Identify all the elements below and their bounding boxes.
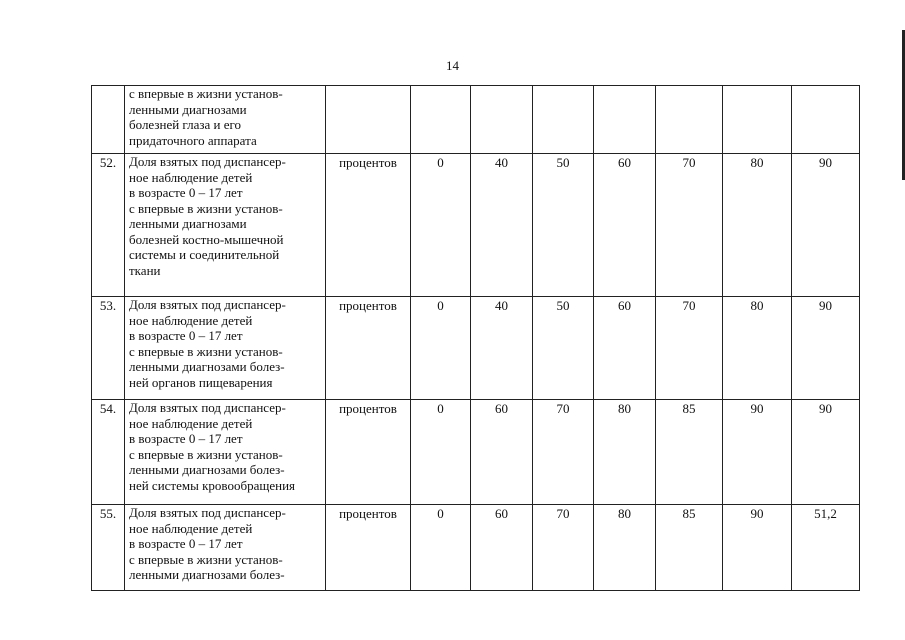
description-line: с впервые в жизни установ-	[129, 551, 283, 567]
description-line: в возрасте 0 – 17 лет	[129, 536, 243, 551]
description-line: с впервые в жизни установ-	[129, 343, 283, 359]
row-number: 53.	[92, 297, 125, 400]
description-line: болезней костно-мышечной	[129, 231, 284, 247]
value-cell-3: 70	[533, 505, 594, 591]
value-cell-5: 70	[656, 154, 723, 297]
description-line: с впервые в жизни установ-	[129, 86, 283, 101]
value-cell-6	[723, 86, 792, 154]
value-cell-4: 80	[594, 400, 656, 505]
row-number: 52.	[92, 154, 125, 297]
table-row	[92, 400, 860, 505]
value-cell-7: 90	[792, 154, 860, 297]
description-line: в возрасте 0 – 17 лет	[129, 328, 243, 343]
description-line: с впервые в жизни установ-	[129, 446, 283, 462]
table-body	[92, 86, 860, 591]
value-cell-2: 60	[471, 400, 533, 505]
value-cell-1: 0	[411, 400, 471, 505]
value-cell-4	[594, 86, 656, 154]
value-cell-1: 0	[411, 505, 471, 591]
table-row	[92, 297, 860, 400]
indicator-description	[125, 505, 326, 591]
table-row	[92, 86, 860, 154]
description-line: ней органов пищеварения	[129, 374, 273, 390]
description-line: ное наблюдение детей	[129, 312, 253, 328]
unit-cell: процентов	[326, 400, 411, 505]
unit-cell	[326, 86, 411, 154]
value-cell-1	[411, 86, 471, 154]
value-cell-7: 90	[792, 400, 860, 505]
indicators-table	[91, 85, 860, 591]
value-cell-4: 60	[594, 154, 656, 297]
value-cell-3: 70	[533, 400, 594, 505]
value-cell-3	[533, 86, 594, 154]
row-number	[92, 86, 125, 154]
value-cell-2: 40	[471, 297, 533, 400]
description-line: придаточного аппарата	[129, 132, 257, 148]
unit-cell: процентов	[326, 154, 411, 297]
value-cell-5: 85	[656, 505, 723, 591]
value-cell-2: 40	[471, 154, 533, 297]
value-cell-6: 90	[723, 400, 792, 505]
indicator-description	[125, 400, 326, 505]
description-line: системы и соединительной	[129, 247, 280, 262]
value-cell-6: 80	[723, 297, 792, 400]
description-line: в возрасте 0 – 17 лет	[129, 431, 243, 446]
value-cell-5	[656, 86, 723, 154]
description-line: Доля взятых под диспансер-	[129, 297, 286, 312]
table-row	[92, 505, 860, 591]
description-line: ткани	[129, 262, 161, 278]
description-line: с впервые в жизни установ-	[129, 200, 283, 216]
description-line: в возрасте 0 – 17 лет	[129, 185, 243, 200]
value-cell-6: 80	[723, 154, 792, 297]
description-line: ленными диагнозами болез-	[129, 359, 285, 374]
value-cell-2: 60	[471, 505, 533, 591]
description-line: болезней глаза и его	[129, 117, 241, 132]
description-line: Доля взятых под диспансер-	[129, 505, 286, 520]
value-cell-7: 90	[792, 297, 860, 400]
value-cell-7	[792, 86, 860, 154]
value-cell-3: 50	[533, 154, 594, 297]
value-cell-5: 85	[656, 400, 723, 505]
value-cell-1: 0	[411, 154, 471, 297]
value-cell-4: 60	[594, 297, 656, 400]
value-cell-5: 70	[656, 297, 723, 400]
unit-cell: процентов	[326, 297, 411, 400]
indicator-description	[125, 86, 326, 154]
table-row	[92, 154, 860, 297]
value-cell-3: 50	[533, 297, 594, 400]
indicator-description	[125, 297, 326, 400]
description-line: ное наблюдение детей	[129, 415, 253, 431]
description-line: ней системы кровообращения	[129, 477, 296, 493]
description-line: Доля взятых под диспансер-	[129, 400, 286, 415]
unit-cell: процентов	[326, 505, 411, 591]
value-cell-2	[471, 86, 533, 154]
value-cell-4: 80	[594, 505, 656, 591]
description-line: ленными диагнозами болез-	[129, 567, 285, 582]
row-number: 55.	[92, 505, 125, 591]
value-cell-7: 51,2	[792, 505, 860, 591]
description-line: ленными диагнозами	[129, 101, 247, 117]
row-number: 54.	[92, 400, 125, 505]
description-line: ное наблюдение детей	[129, 520, 253, 536]
description-line: ленными диагнозами	[129, 216, 247, 231]
page-number: 14	[446, 58, 459, 73]
value-cell-6: 90	[723, 505, 792, 591]
description-line: ное наблюдение детей	[129, 169, 253, 185]
value-cell-1: 0	[411, 297, 471, 400]
description-line: Доля взятых под диспансер-	[129, 154, 286, 169]
description-line: ленными диагнозами болез-	[129, 462, 285, 477]
indicator-description	[125, 154, 326, 297]
